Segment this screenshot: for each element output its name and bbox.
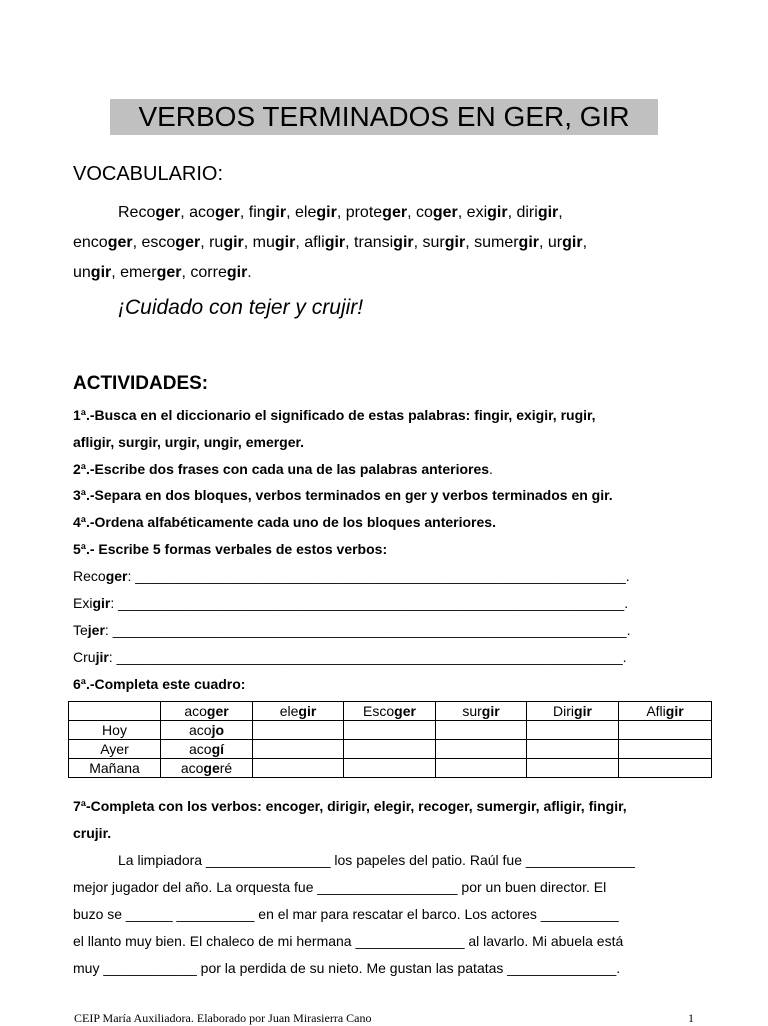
activity-7-line-1: 7ª-Completa con los verbos: encoger, dirigir, elegir, recoger, sumergir, afligir, fingir, — [73, 798, 627, 814]
empty-cell — [619, 721, 712, 740]
empty-cell — [344, 721, 436, 740]
table-row — [69, 759, 712, 778]
vocab-line-2 — [73, 234, 587, 252]
table-row — [69, 740, 712, 759]
row-label: Mañana — [69, 759, 161, 778]
vocab-text: , — [558, 204, 563, 221]
empty-cell — [344, 740, 436, 759]
vocab-text: , prote — [336, 204, 383, 221]
verb-ending: gir — [324, 234, 346, 251]
verb-stem: Te — [73, 622, 88, 638]
verb-stem: Exi — [73, 595, 93, 611]
example-cell: acojo — [161, 721, 253, 740]
row-label: Ayer — [69, 740, 161, 759]
table-row — [69, 721, 712, 740]
vocab-text: , afli — [295, 234, 325, 251]
empty-cell — [436, 740, 527, 759]
vocab-text: , sumer — [465, 234, 519, 251]
table-header-cell — [69, 702, 161, 721]
verb-ending: ger — [156, 264, 182, 281]
answer-blank: : __________________________________________________________________. — [104, 622, 631, 638]
vocab-heading: VOCABULARIO: — [73, 163, 224, 185]
vocab-text: Reco — [118, 204, 156, 221]
empty-cell — [527, 721, 619, 740]
page-title: VERBOS TERMINADOS EN GER, GIR — [110, 99, 658, 135]
table-header-cell: Dirigir — [527, 702, 619, 721]
empty-cell — [436, 721, 527, 740]
verb-ending: gir — [537, 204, 559, 221]
verb-ending: gir — [316, 204, 337, 221]
activity-6: 6ª.-Completa este cuadro: — [73, 676, 246, 692]
verb-ending: gir — [226, 264, 248, 281]
verb-ending: gir — [223, 234, 244, 251]
table-header-cell: elegir — [253, 702, 344, 721]
verb-ending: gir — [444, 234, 466, 251]
activity-1-line-1: 1ª.-Busca en el diccionario el significado de estas palabras: fingir, exigir, rugir, — [73, 407, 596, 423]
activity-4: 4ª.-Ordena alfabéticamente cada uno de los bloques anteriores. — [73, 514, 496, 530]
verb-ending: ger — [155, 204, 181, 221]
verb-ending: ger — [382, 204, 408, 221]
vocab-line-3 — [73, 264, 252, 282]
verb-ending: jir — [95, 649, 109, 665]
vocab-text: , aco — [180, 204, 215, 221]
verb-ending: ger — [107, 234, 133, 251]
answer-blank: : _________________________________________________________________. — [108, 649, 627, 665]
verb-ending: gir — [265, 204, 287, 221]
empty-cell — [253, 740, 344, 759]
vocab-text: , diri — [507, 204, 538, 221]
vocab-text: , co — [407, 204, 433, 221]
activity-2 — [73, 461, 493, 477]
paragraph-line-5: muy ____________ por la perdida de su nieto. Me gustan las patatas ______________. — [73, 960, 621, 976]
verb-ending: gir — [92, 595, 111, 611]
conjugation-table — [68, 701, 712, 778]
verb-ending: ger — [175, 234, 201, 251]
table-header-cell: surgir — [436, 702, 527, 721]
fill-line-recoger — [73, 568, 630, 584]
empty-cell — [619, 759, 712, 778]
answer-blank: : _______________________________________________________________. — [127, 568, 630, 584]
example-cell: acogí — [161, 740, 253, 759]
verb-ending: gir — [393, 234, 414, 251]
activity-2-text: 2ª.-Escribe dos frases con cada una de las palabras anteriores — [73, 461, 490, 477]
table-header-cell: acoger — [161, 702, 253, 721]
fill-line-crujir — [73, 649, 627, 665]
activity-3: 3ª.-Separa en dos bloques, verbos terminados en ger y verbos terminados en gir. — [73, 487, 613, 503]
empty-cell — [436, 759, 527, 778]
fill-line-tejer — [73, 622, 630, 638]
row-label: Hoy — [69, 721, 161, 740]
warning-text: ¡Cuidado con tejer y crujir! — [118, 296, 364, 319]
empty-cell — [619, 740, 712, 759]
activity-2-period: . — [489, 461, 493, 477]
vocab-text: un — [73, 264, 91, 281]
verb-ending: gir — [487, 204, 508, 221]
vocab-text: , ele — [286, 204, 317, 221]
paragraph-line-4: el llanto muy bien. El chaleco de mi hermana ______________ al lavarlo. Mi abuela está — [73, 933, 624, 949]
table-header-cell: Escoger — [344, 702, 436, 721]
empty-cell — [253, 759, 344, 778]
vocab-text: , sur — [413, 234, 445, 251]
page-number: 1 — [688, 1011, 694, 1025]
vocab-line-1 — [118, 204, 563, 222]
activity-7-line-2: crujir. — [73, 825, 112, 841]
verb-ending: gir — [562, 234, 583, 251]
empty-cell — [253, 721, 344, 740]
fill-line-exigir — [73, 595, 628, 611]
empty-cell — [527, 759, 619, 778]
vocab-text: , — [582, 234, 588, 251]
vocab-text: , fin — [239, 204, 266, 221]
verb-stem: Reco — [73, 568, 106, 584]
vocab-text: enco — [73, 234, 108, 251]
vocab-text: . — [247, 264, 252, 281]
verb-stem: Cru — [73, 649, 96, 665]
vocab-text: , emer — [111, 264, 157, 281]
vocab-text: , ur — [539, 234, 563, 251]
answer-blank: : _________________________________________________________________. — [110, 595, 629, 611]
empty-cell — [527, 740, 619, 759]
table-header-cell: Afligir — [619, 702, 712, 721]
verb-ending: gir — [518, 234, 539, 251]
activity-1-line-2: afligir, surgir, urgir, ungir, emerger. — [73, 434, 305, 450]
footer-credit: CEIP María Auxiliadora. Elaborado por Juan Mirasierra Cano — [74, 1011, 372, 1025]
verb-ending: ger — [105, 568, 128, 584]
empty-cell — [344, 759, 436, 778]
vocab-text: , exi — [457, 204, 488, 221]
verb-ending: jer — [87, 622, 105, 638]
vocab-text: , mu — [243, 234, 275, 251]
verb-ending: gir — [90, 264, 112, 281]
table-header-row — [69, 702, 712, 721]
verb-ending: ger — [214, 204, 240, 221]
activities-heading: ACTIVIDADES: — [73, 373, 209, 394]
activity-5: 5ª.- Escribe 5 formas verbales de estos verbos: — [73, 541, 388, 557]
paragraph-line-1: La limpiadora ________________ los papeles del patio. Raúl fue ______________ — [118, 852, 635, 868]
verb-ending: ger — [432, 204, 458, 221]
paragraph-line-2: mejor jugador del año. La orquesta fue __________________ por un buen director. El — [73, 879, 607, 895]
vocab-text: , corre — [181, 264, 227, 281]
paragraph-line-3: buzo se ______ __________ en el mar para rescatar el barco. Los actores __________ — [73, 906, 619, 922]
vocab-text: , esco — [132, 234, 176, 251]
verb-ending: gir — [274, 234, 296, 251]
example-cell: acogeré — [161, 759, 253, 778]
vocab-text: , transi — [345, 234, 394, 251]
vocab-text: , ru — [200, 234, 224, 251]
